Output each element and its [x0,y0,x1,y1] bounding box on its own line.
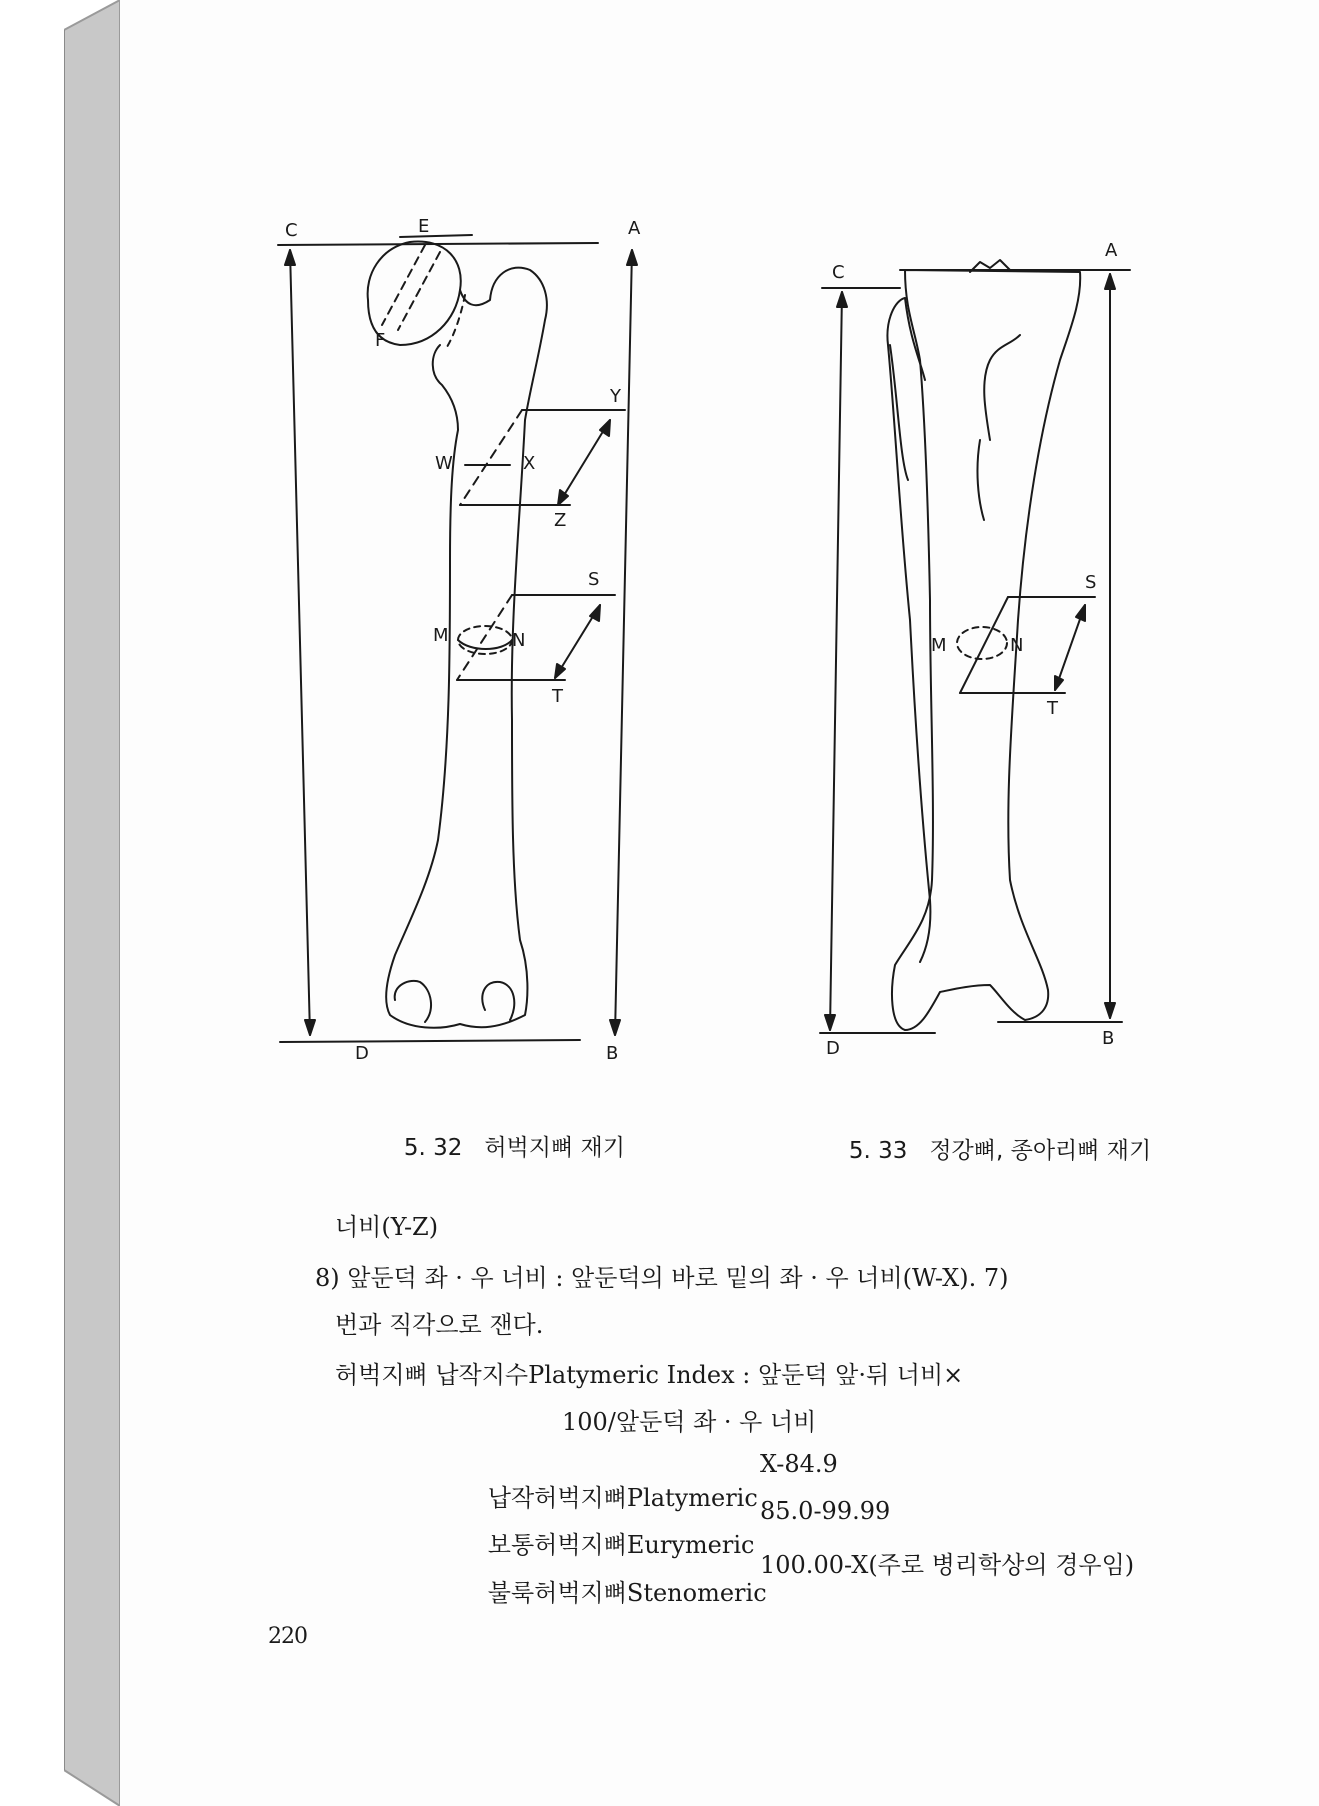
row-term: Eurymeric [626,1531,755,1559]
body-line-4: 허벅지뼈 납작지수Platymeric Index : 앞둔덕 앞·뒤 너비× [335,1361,964,1389]
book-spine [64,0,120,1806]
femur-length-line-left [290,250,310,1035]
figure-caption-left [360,1103,625,1188]
tibia-label-b: B [1102,1028,1115,1049]
body-line-2: 8) 앞둔덕 좌 · 우 너비 : 앞둔덕의 바로 밑의 좌 · 우 너비(W-X). 7) [315,1264,1009,1292]
body-line-5: 100/앞둔덕 좌 · 우 너비 [562,1408,817,1436]
femur-bottom-line [280,1040,580,1042]
tibia-label-d: D [826,1038,840,1059]
document-page [120,0,1319,1806]
row-range: X-84.9 [760,1450,838,1478]
caption-number: 5. 33 [848,1138,908,1164]
tibia-label-c: C [832,262,845,283]
caption-number: 5. 32 [403,1135,463,1161]
femur-label-y: Y [610,386,621,407]
row-term: Platymeric [626,1484,758,1512]
tibia-label-a: A [1105,240,1118,261]
femur-label-t: T [552,686,563,707]
caption-text: 허벅지뼈 재기 [484,1135,625,1161]
femur-label-f: F [375,330,386,351]
row-name: 보통허벅지뼈 [487,1531,627,1559]
tibia-figure [820,260,1130,1033]
row-range: 100.00-X(주로 병리학상의 경우임) [760,1551,1135,1579]
femur-label-b: B [606,1043,619,1064]
row-range: 85.0-99.99 [760,1497,891,1525]
femur-label-d: D [355,1043,369,1064]
body-line-1: 너비(Y-Z) [335,1213,439,1241]
row-term: Stenomeric [626,1579,767,1607]
femur-label-z: Z [554,510,567,531]
tibia-label-n: N [1010,635,1024,656]
femur-label-a: A [628,218,641,239]
femur-label-e: E [418,216,430,237]
body-line-3: 번과 직각으로 잰다. [335,1311,544,1339]
tibia-label-t: T [1047,698,1058,719]
femur-length-line-right [615,250,632,1035]
femur-label-x: X [523,453,536,474]
femur-label-n: N [512,630,526,651]
tibia-label-m: M [931,635,947,656]
row-name: 불룩허벅지뼈 [487,1579,627,1607]
femur-label-c: C [285,220,298,241]
row-name: 납작허벅지뼈 [487,1484,627,1512]
tibia-label-s: S [1085,572,1097,593]
caption-text: 정강뼈, 종아리뼈 재기 [929,1138,1152,1164]
figure-caption-right [805,1106,1151,1191]
femur-label-m: M [433,625,449,646]
classification-row [442,1545,767,1636]
page-number: 220 [268,1624,307,1649]
femur-label-w: W [435,453,453,474]
femur-label-s: S [588,569,600,590]
